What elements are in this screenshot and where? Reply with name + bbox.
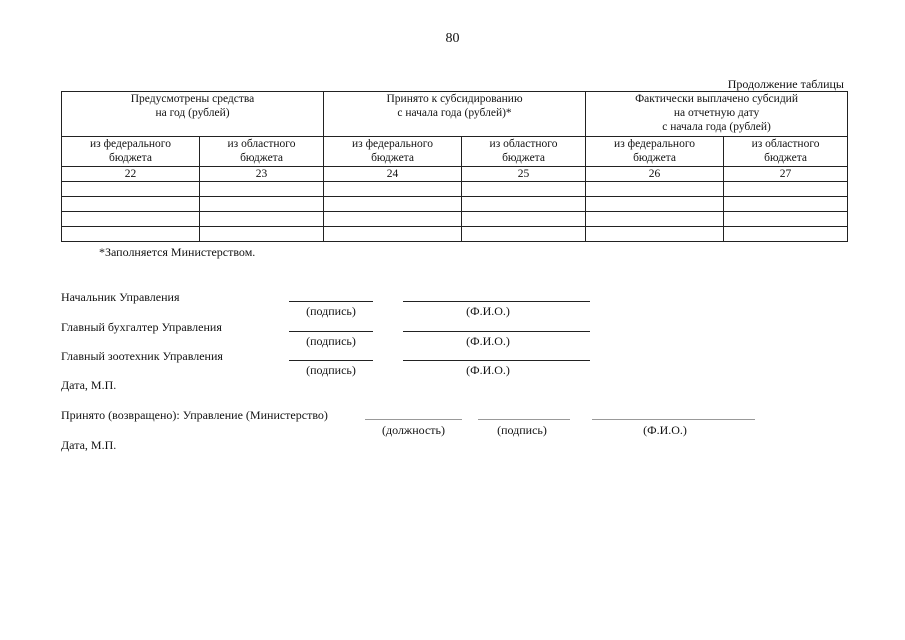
- table-cell[interactable]: [324, 197, 462, 212]
- column-number: 25: [462, 167, 586, 182]
- head-name-line[interactable]: [403, 301, 590, 302]
- subheader-cell: [462, 137, 586, 167]
- table-cell[interactable]: [324, 227, 462, 242]
- subheader-line: из областного: [489, 138, 558, 150]
- table-cell[interactable]: [586, 197, 724, 212]
- subheader-line: бюджета: [764, 152, 807, 164]
- group-header-line: Фактически выплачено субсидий: [635, 93, 798, 105]
- table-cell[interactable]: [462, 182, 586, 197]
- group-header-accepted: [324, 92, 586, 137]
- table-cell[interactable]: [200, 227, 324, 242]
- table-cell[interactable]: [724, 197, 848, 212]
- subheader-line: бюджета: [502, 152, 545, 164]
- subsidy-table: [61, 91, 848, 242]
- accountant-signature-line[interactable]: [289, 331, 373, 332]
- table-cell[interactable]: [200, 212, 324, 227]
- table-row: [62, 212, 848, 227]
- accountant-name-caption: (Ф.И.О.): [466, 334, 510, 348]
- column-number: 22: [62, 167, 200, 182]
- column-number: 24: [324, 167, 462, 182]
- table-cell[interactable]: [586, 182, 724, 197]
- head-signature-caption: (подпись): [306, 304, 356, 318]
- subheader-cell: [62, 137, 200, 167]
- accepted-name-caption: (Ф.И.О.): [643, 423, 687, 437]
- accountant-signature-caption: (подпись): [306, 334, 356, 348]
- group-header-line: с начала года (рублей): [662, 121, 771, 133]
- subheader-line: бюджета: [371, 152, 414, 164]
- group-header-line: на год (рублей): [155, 107, 230, 119]
- zootechnician-name-caption: (Ф.И.О.): [466, 363, 510, 377]
- zootechnician-signature-caption: (подпись): [306, 363, 356, 377]
- subheader-cell: [586, 137, 724, 167]
- head-name-caption: (Ф.И.О.): [466, 304, 510, 318]
- subheader-line: бюджета: [109, 152, 152, 164]
- subheader-line: бюджета: [240, 152, 283, 164]
- accepted-label: Принято (возвращено): Управление (Министерство): [61, 408, 328, 422]
- subheader-cell: [324, 137, 462, 167]
- subheader-line: из федерального: [614, 138, 696, 150]
- group-header-line: с начала года (рублей)*: [397, 107, 512, 119]
- accountant-signature-label: Главный бухгалтер Управления: [61, 320, 222, 334]
- zootechnician-name-line[interactable]: [403, 360, 590, 361]
- subheader-line: бюджета: [633, 152, 676, 164]
- table-cell[interactable]: [586, 227, 724, 242]
- table-subheader-row: [62, 137, 848, 167]
- subheader-line: из областного: [227, 138, 296, 150]
- column-number: 27: [724, 167, 848, 182]
- table-cell[interactable]: [62, 182, 200, 197]
- table-cell[interactable]: [200, 182, 324, 197]
- table-cell[interactable]: [462, 212, 586, 227]
- accepted-signature-caption: (подпись): [497, 423, 547, 437]
- table-cell[interactable]: [724, 212, 848, 227]
- subheader-line: из федерального: [352, 138, 433, 150]
- group-header-line: Принято к субсидированию: [386, 93, 523, 105]
- subheader-cell: [724, 137, 848, 167]
- table-row: [62, 182, 848, 197]
- accepted-signature-line[interactable]: [478, 419, 570, 420]
- head-signature-label: Начальник Управления: [61, 290, 180, 304]
- date-stamp-label: Дата, М.П.: [61, 378, 117, 392]
- accountant-name-line[interactable]: [403, 331, 590, 332]
- subheader-cell: [200, 137, 324, 167]
- subheader-line: из федерального: [90, 138, 171, 150]
- table-cell[interactable]: [586, 212, 724, 227]
- table-footnote: *Заполняется Министерством.: [99, 245, 256, 259]
- group-header-planned: [62, 92, 324, 137]
- table-column-number-row: [62, 167, 848, 182]
- table-cell[interactable]: [200, 197, 324, 212]
- zootechnician-signature-line[interactable]: [289, 360, 373, 361]
- table-row: [62, 227, 848, 242]
- table-group-header-row: [62, 92, 848, 137]
- group-header-paid: [586, 92, 848, 137]
- date-stamp-label: Дата, М.П.: [61, 438, 117, 452]
- table-cell[interactable]: [724, 227, 848, 242]
- page-number: 80: [445, 31, 460, 46]
- head-signature-line[interactable]: [289, 301, 373, 302]
- table-cell[interactable]: [724, 182, 848, 197]
- table-cell[interactable]: [462, 227, 586, 242]
- table-row: [62, 197, 848, 212]
- group-header-line: на отчетную дату: [673, 107, 760, 119]
- table-cell[interactable]: [324, 212, 462, 227]
- table-continuation-note: Продолжение таблицы: [727, 77, 844, 91]
- table-cell[interactable]: [462, 197, 586, 212]
- accepted-position-line[interactable]: [365, 419, 462, 420]
- table-cell[interactable]: [324, 182, 462, 197]
- zootechnician-signature-label: Главный зоотехник Управления: [61, 349, 223, 363]
- column-number: 23: [200, 167, 324, 182]
- group-header-line: Предусмотрены средства: [130, 93, 255, 105]
- column-number: 26: [586, 167, 724, 182]
- table-cell[interactable]: [62, 227, 200, 242]
- accepted-position-caption: (должность): [382, 423, 445, 437]
- accepted-name-line[interactable]: [592, 419, 755, 420]
- table-cell[interactable]: [62, 197, 200, 212]
- subheader-line: из областного: [751, 138, 820, 150]
- table-cell[interactable]: [62, 212, 200, 227]
